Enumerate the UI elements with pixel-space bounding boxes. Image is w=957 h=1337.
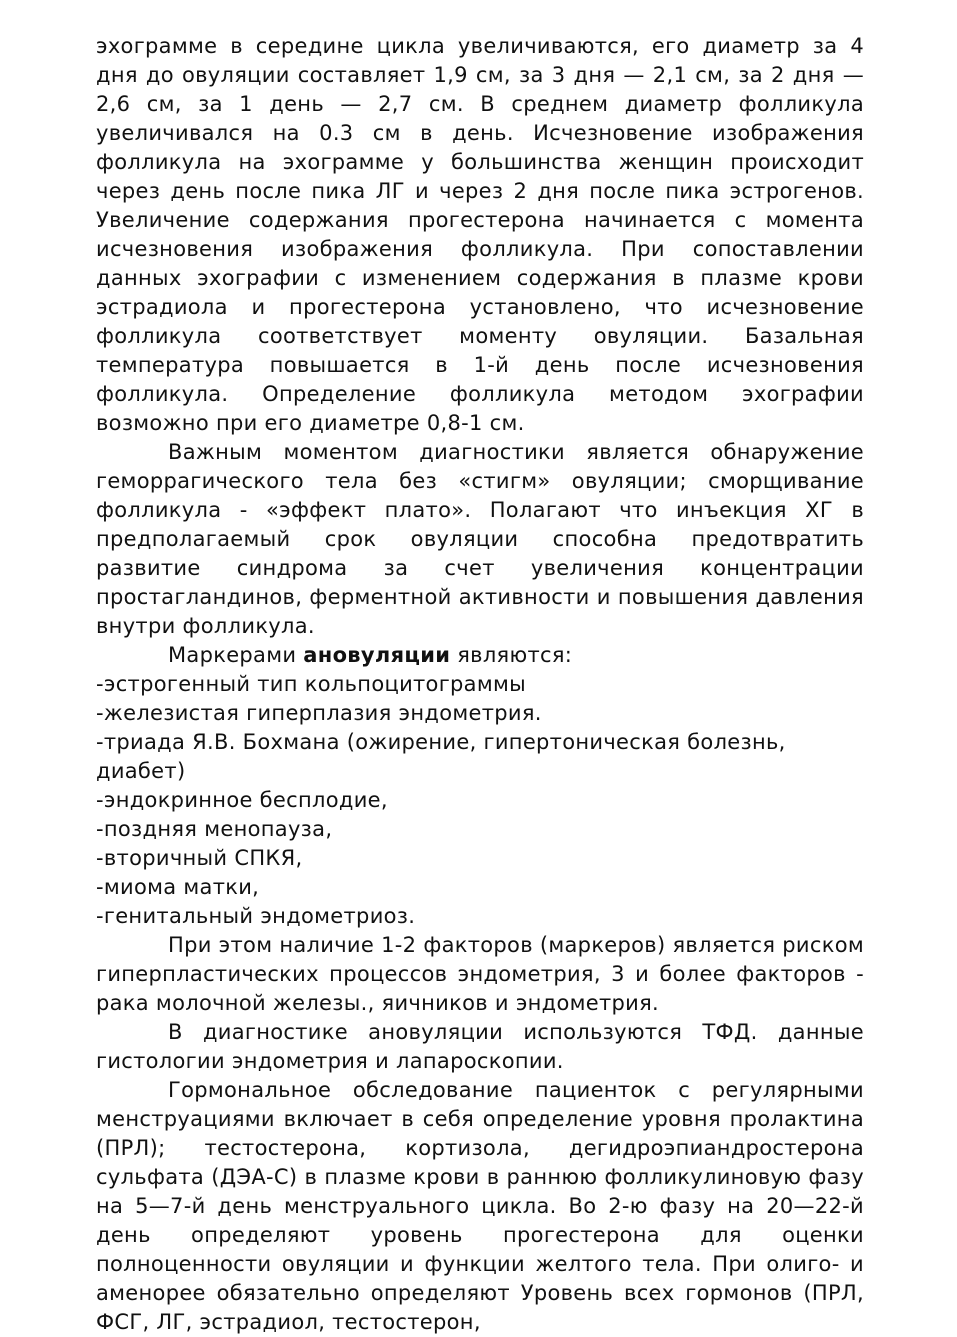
markers-intro-text: Маркерами [168,643,304,667]
list-item: -генитальный эндометриоз. [96,904,416,928]
list-item: -эндокринное бесплодие, [96,788,388,812]
list-item: -миома матки, [96,875,260,899]
markers-intro-suffix: являются: [450,643,573,667]
paragraph-markers-intro [96,641,864,670]
paragraph-hormonal-examination: Гормональное обследование пациенток с регулярными менструациями включает в себя определение уровня пролактина (ПРЛ); тестостерона, кортизола, дегидроэпиандростерона сульфата (ДЭА-С) в плазме крови в раннюю фолликулиновую фазу на 5—7-й день менструального цикла. Во 2-ю фазу на 20—22-й день определяют уровень прогестерона для оценки полноценности овуляции и функции желтого тела. При олиго- и аменорее обязательно определяют Уровень всех гормонов (ПРЛ, ФСГ, ЛГ, эстрадиол, тестостерон, [96,1078,864,1334]
paragraph-risk-factors: При этом наличие 1-2 факторов (маркеров) является риском гиперпластических процессов эндометрия, 3 и более факторов - рака молочной железы., яичников и эндометрия. [96,933,864,1015]
paragraph-anovulation-diagnostics: В диагностике ановуляции используются ТФД. данные гистологии эндометрия и лапароскопии. [96,1020,864,1073]
list-item: -вторичный СПКЯ, [96,846,303,870]
paragraph-follicle-echography: эхограмме в середине цикла увеличиваются, его диаметр за 4 дня до овуляции составляет 1,9 см, за 3 дня — 2,1 см, за 2 дня — 2,6 см, за 1 день — 2,7 см. В среднем диаметр фолликула увеличивался на 0.3 см в день. Исчезновение изображения фолликула на эхограмме у большинства женщин происходит через день после пика ЛГ и через 2 дня после пика эстрогенов. Увеличение содержания прогестерона начинается с момента исчезновения изображения фолликула. При сопоставлении данных эхографии с изменением содержания в плазме крови эстрадиола и прогестерона установлено, что исчезновение фолликула соответствует моменту овуляции. Базальная температура повышается в 1-й день после исчезновения фолликула. Определение фолликула методом эхографии возможно при его диаметре 0,8-1 см. [96,34,864,435]
list-item: -триада Я.В. Бохмана (ожирение, гипертоническая болезнь, диабет) [96,730,786,783]
markers-intro-bold-term: ановуляции [303,643,451,667]
list-item: -эстрогенный тип кольпоцитограммы [96,672,526,696]
list-item: -железистая гиперплазия эндометрия. [96,701,542,725]
list-item: -поздняя менопауза, [96,817,333,841]
anovulation-markers-list [96,670,864,931]
document-page [96,32,864,1337]
paragraph-diagnostics: Важным моментом диагностики является обнаружение геморрагического тела без «стигм» овуляции; сморщивание фолликула - «эффект плато». Полагают что инъекция ХГ в предполагаемый срок овуляции способна предотвратить развитие синдрома за счет увеличения концентрации простагландинов, ферментной активности и повышения давления внутри фолликула. [96,440,864,638]
